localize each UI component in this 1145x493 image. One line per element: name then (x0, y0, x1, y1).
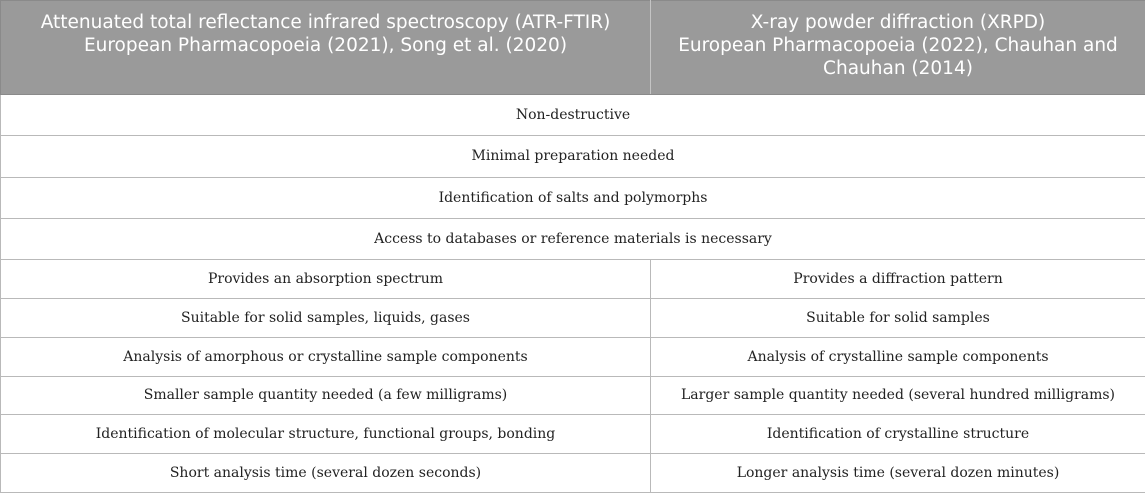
xrpd-cell: Larger sample quantity needed (several hundred milligrams) (651, 376, 1145, 415)
xrpd-cell: Provides a diffraction pattern (651, 260, 1145, 299)
xrpd-cell: Analysis of crystalline sample components (651, 337, 1145, 376)
xrpd-cell: Identification of crystalline structure (651, 415, 1145, 454)
shared-cell: Non-destructive (1, 95, 1145, 136)
xrpd-cell: Suitable for solid samples (651, 298, 1145, 337)
header-atr-ftir (1, 1, 651, 95)
atr-cell: Suitable for solid samples, liquids, gases (1, 298, 651, 337)
shared-cell: Access to databases or reference materials is necessary (1, 218, 1145, 259)
atr-cell: Analysis of amorphous or crystalline sample components (1, 337, 651, 376)
table-row (1, 95, 1145, 136)
shared-cell: Minimal preparation needed (1, 136, 1145, 177)
header-xrpd-refs: European Pharmacopoeia (2022), Chauhan and Chauhan (2014) (655, 34, 1141, 80)
table-row (1, 177, 1145, 218)
atr-cell: Identification of molecular structure, functional groups, bonding (1, 415, 651, 454)
table-row (1, 136, 1145, 177)
header-atr-ftir-title: Attenuated total reflectance infrared spectroscopy (ATR-FTIR) (5, 11, 646, 34)
atr-cell: Smaller sample quantity needed (a few milligrams) (1, 376, 651, 415)
shared-cell: Identification of salts and polymorphs (1, 177, 1145, 218)
header-row (1, 1, 1145, 95)
table-row (1, 415, 1145, 454)
atr-cell: Provides an absorption spectrum (1, 260, 651, 299)
xrpd-cell: Longer analysis time (several dozen minutes) (651, 454, 1145, 493)
table-row (1, 454, 1145, 493)
table-row (1, 218, 1145, 259)
atr-cell: Short analysis time (several dozen seconds) (1, 454, 651, 493)
table-row (1, 337, 1145, 376)
table-header (1, 1, 1145, 95)
header-xrpd (651, 1, 1145, 95)
table-row (1, 376, 1145, 415)
table-row (1, 260, 1145, 299)
header-xrpd-title: X-ray powder diffraction (XRPD) (655, 11, 1141, 34)
table-body (1, 95, 1145, 493)
table-row (1, 298, 1145, 337)
header-atr-ftir-refs: European Pharmacopoeia (2021), Song et al. (2020) (5, 34, 646, 57)
